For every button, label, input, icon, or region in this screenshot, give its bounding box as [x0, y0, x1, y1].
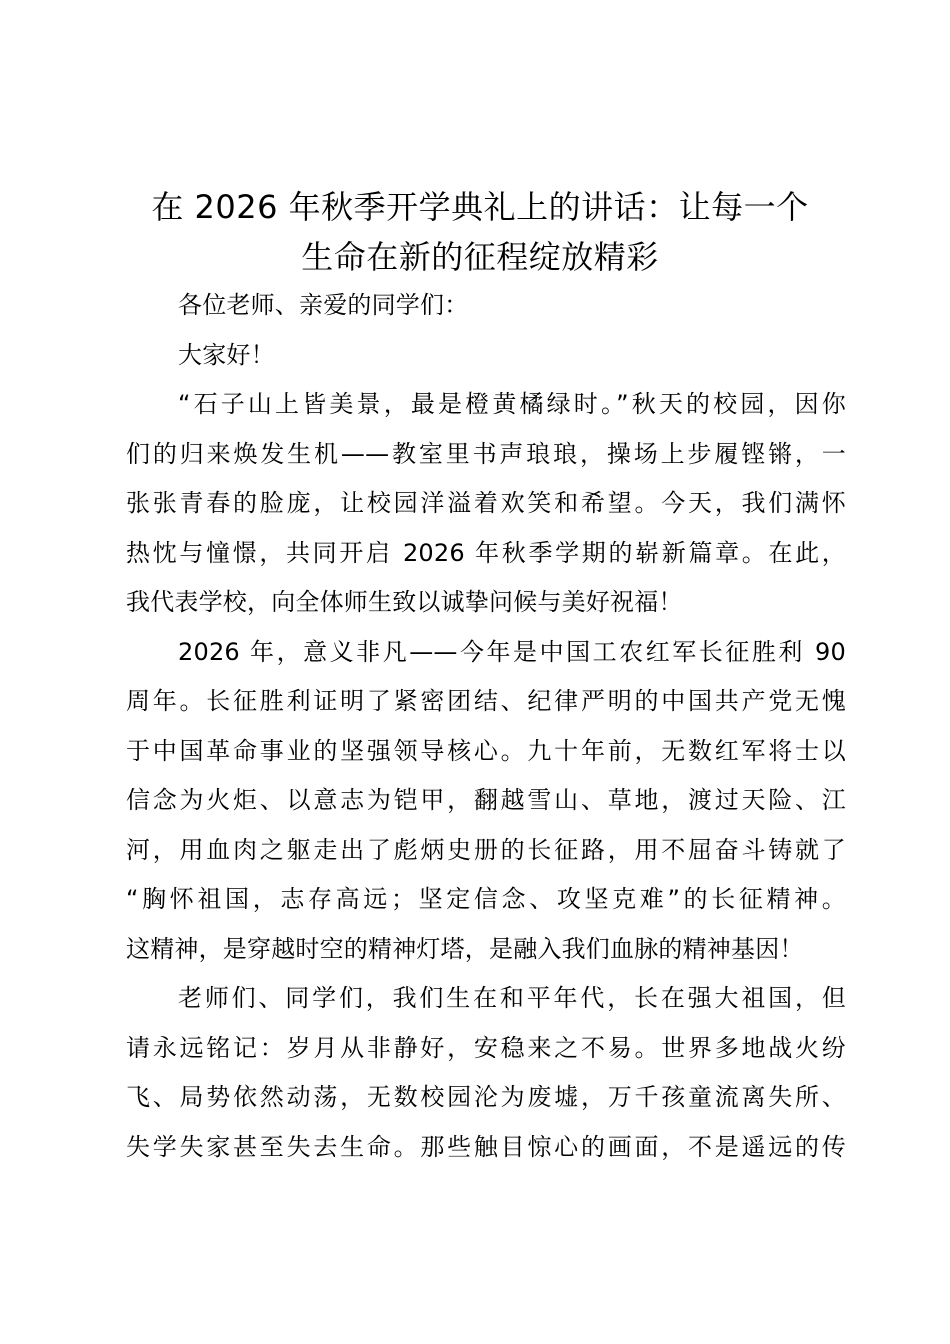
paragraph-line: 们的归来焕发生机——教室里书声琅琅，操场上步履铿锵，一	[126, 439, 846, 468]
paragraph-line: 河，用血肉之躯走出了彪炳史册的长征路，用不屈奋斗铸就了	[126, 835, 846, 864]
title-line-2: 生命在新的征程绽放精彩	[301, 238, 659, 276]
salutation-line: 各位老师、亲爱的同学们：	[178, 291, 469, 319]
paragraph-line: 张张青春的脸庞，让校园洋溢着欢笑和希望。今天，我们满怀	[126, 489, 846, 517]
document-title	[110, 182, 850, 282]
paragraph-line: 老师们、同学们，我们生在和平年代，长在强大祖国，但	[178, 984, 846, 1012]
paragraph-line: 我代表学校，向全体师生致以诚挚问候与美好祝福！	[126, 588, 683, 616]
paragraph-line: 于中国革命事业的坚强领导核心。九十年前，无数红军将士以	[126, 736, 846, 765]
paragraph-line: “石子山上皆美景，最是橙黄橘绿时。”秋天的校园，因你	[178, 390, 846, 418]
paragraph-line: “胸怀祖国，志存高远；坚定信念、攻坚克难”的长征精神。	[126, 885, 846, 913]
paragraph-line: 失学失家甚至失去生命。那些触目惊心的画面，不是遥远的传	[126, 1132, 846, 1161]
paragraph-line: 2026 年，意义非凡——今年是中国工农红军长征胜利 90	[178, 637, 846, 666]
paragraph-line: 热忱与憧憬，共同开启 2026 年秋季学期的崭新篇章。在此，	[126, 538, 846, 567]
paragraph-line: 请永远铭记：岁月从非静好，安稳来之不易。世界多地战火纷	[126, 1033, 846, 1062]
paragraph-line: 周年。长征胜利证明了紧密团结、纪律严明的中国共产党无愧	[126, 687, 846, 715]
document-body	[126, 281, 846, 1172]
paragraph-line: 这精神，是穿越时空的精神灯塔，是融入我们血脉的精神基因！	[126, 934, 804, 963]
title-line-1: 在 2026 年秋季开学典礼上的讲话：让每一个	[151, 188, 809, 226]
paragraph-line: 信念为火炬、以意志为铠甲，翻越雪山、草地，渡过天险、江	[126, 786, 846, 814]
greeting-line: 大家好！	[178, 340, 275, 369]
paragraph-line: 飞、局势依然动荡，无数校园沦为废墟，万千孩童流离失所、	[126, 1083, 846, 1111]
